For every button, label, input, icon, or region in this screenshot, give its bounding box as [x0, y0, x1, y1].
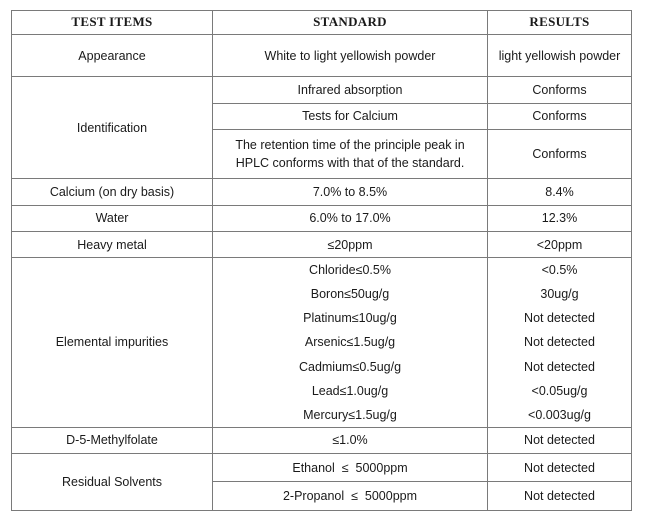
identification-standard: Tests for Calcium	[213, 103, 488, 129]
heavy-metal-result: <20ppm	[488, 232, 632, 258]
identification-item: Identification	[12, 77, 213, 179]
elemental-result: Not detected	[488, 306, 632, 330]
elemental-standard: Chloride≤0.5%	[213, 258, 488, 282]
elemental-standard: Cadmium≤0.5ug/g	[213, 355, 488, 379]
identification-standard: The retention time of the principle peak in HPLC conforms with that of the standard.	[213, 129, 488, 178]
elemental-result: 30ug/g	[488, 282, 632, 306]
table-row	[12, 232, 632, 258]
table-row	[12, 179, 632, 205]
solvents-item: Residual Solvents	[12, 454, 213, 511]
water-standard: 6.0% to 17.0%	[213, 205, 488, 231]
heavy-metal-standard: ≤20ppm	[213, 232, 488, 258]
solvents-standard: 2-Propanol ≤ 5000ppm	[213, 482, 488, 511]
appearance-standard: White to light yellowish powder	[213, 35, 488, 77]
identification-result: Conforms	[488, 77, 632, 103]
identification-result: Conforms	[488, 103, 632, 129]
identification-standard: Infrared absorption	[213, 77, 488, 103]
header-results: RESULTS	[488, 11, 632, 35]
elemental-standard: Platinum≤10ug/g	[213, 306, 488, 330]
methylfolate-item: D-5-Methylfolate	[12, 427, 213, 453]
table-row	[12, 454, 632, 482]
appearance-result: light yellowish powder	[488, 35, 632, 77]
table-row	[12, 35, 632, 77]
appearance-item: Appearance	[12, 35, 213, 77]
elemental-result: Not detected	[488, 355, 632, 379]
header-standard: STANDARD	[213, 11, 488, 35]
test-results-table	[11, 10, 632, 511]
calcium-standard: 7.0% to 8.5%	[213, 179, 488, 205]
heavy-metal-item: Heavy metal	[12, 232, 213, 258]
solvents-standard: Ethanol ≤ 5000ppm	[213, 454, 488, 482]
elemental-standard: Boron≤50ug/g	[213, 282, 488, 306]
elemental-standard: Mercury≤1.5ug/g	[213, 403, 488, 427]
table-row	[12, 205, 632, 231]
header-test-items: TEST ITEMS	[12, 11, 213, 35]
elemental-result: <0.5%	[488, 258, 632, 282]
elemental-standard: Arsenic≤1.5ug/g	[213, 330, 488, 354]
elemental-result: Not detected	[488, 330, 632, 354]
table-row	[12, 77, 632, 103]
identification-result: Conforms	[488, 129, 632, 178]
calcium-item: Calcium (on dry basis)	[12, 179, 213, 205]
solvents-result: Not detected	[488, 482, 632, 511]
elemental-result: <0.05ug/g	[488, 379, 632, 403]
calcium-result: 8.4%	[488, 179, 632, 205]
solvents-result: Not detected	[488, 454, 632, 482]
elemental-result: <0.003ug/g	[488, 403, 632, 427]
header-row	[12, 11, 632, 35]
elemental-standard: Lead≤1.0ug/g	[213, 379, 488, 403]
methylfolate-standard: ≤1.0%	[213, 427, 488, 453]
methylfolate-result: Not detected	[488, 427, 632, 453]
water-item: Water	[12, 205, 213, 231]
table-row	[12, 427, 632, 453]
water-result: 12.3%	[488, 205, 632, 231]
elemental-item: Elemental impurities	[12, 258, 213, 427]
table-row	[12, 258, 632, 282]
